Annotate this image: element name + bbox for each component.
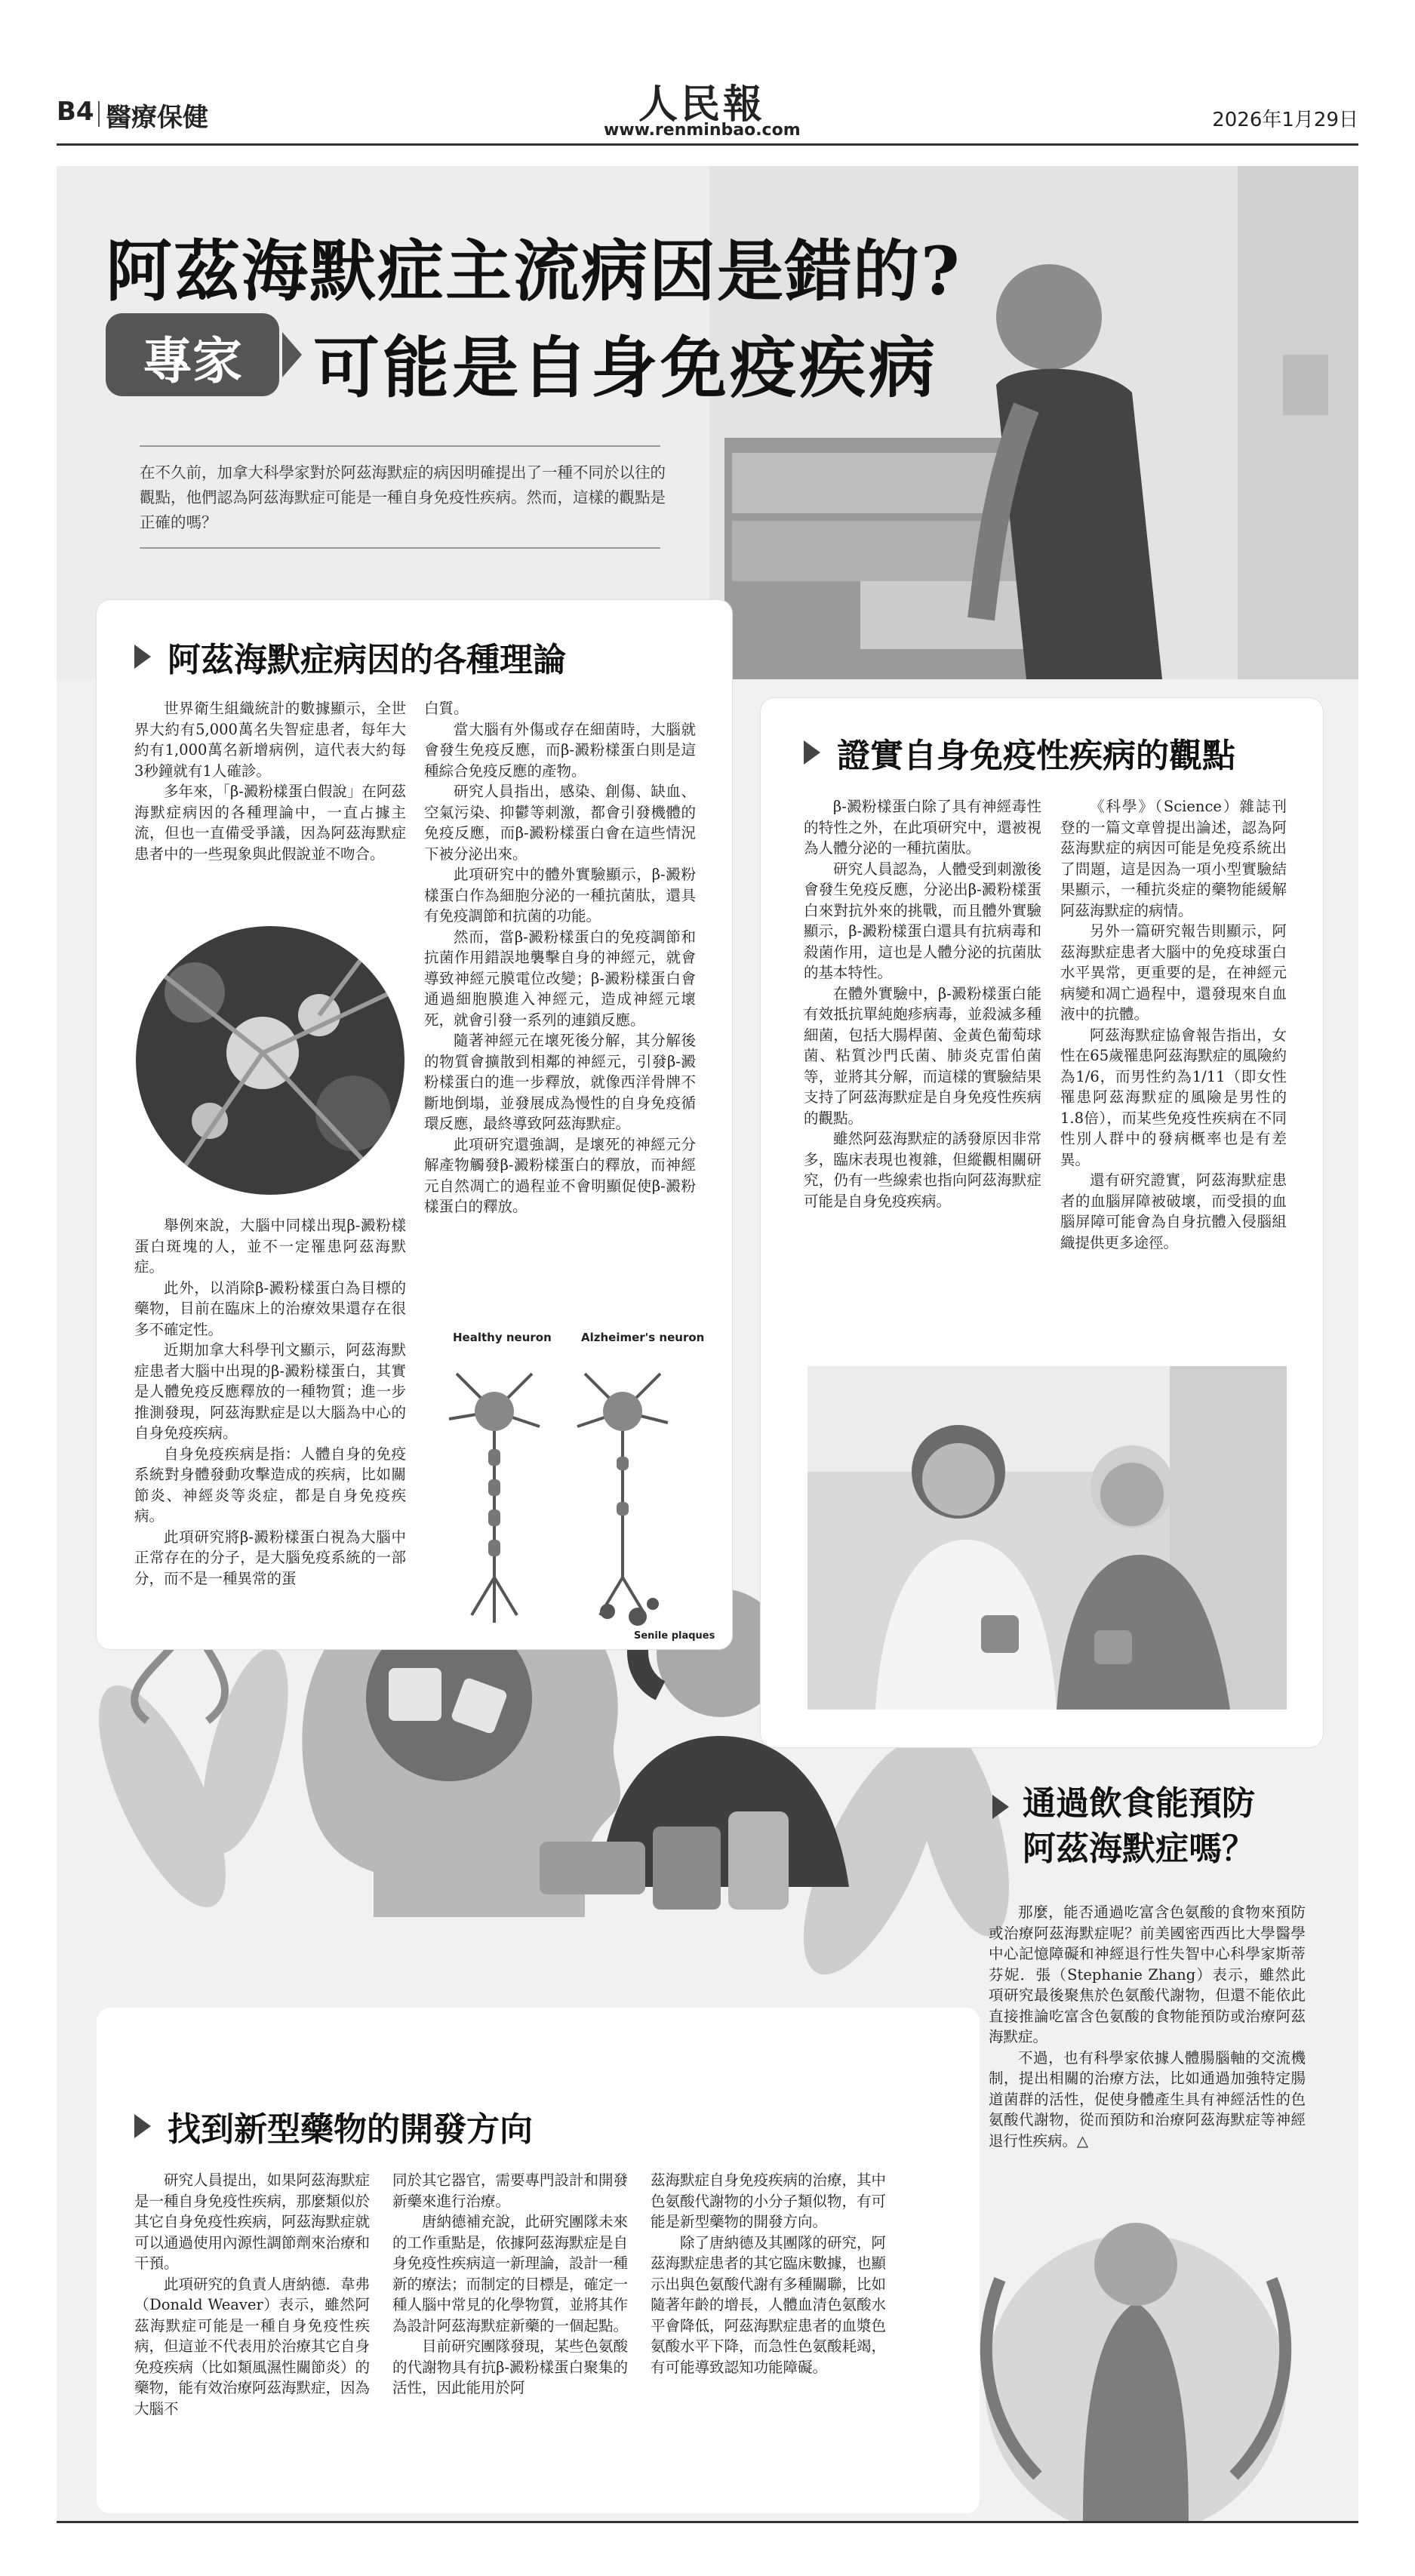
senile-plaques-label: Senile plaques xyxy=(634,1630,715,1642)
section-theories-col1-top xyxy=(134,698,406,864)
headline-main: 阿茲海默症主流病因是錯的? xyxy=(106,232,961,310)
section-autoimmune-col1 xyxy=(804,796,1041,1211)
badge-arrow xyxy=(282,332,302,377)
section-theories-title xyxy=(134,632,566,681)
issue-date: 2026年1月29日 xyxy=(1212,109,1358,131)
section-new-drugs-col2 xyxy=(392,2170,628,2399)
neuron-cells-photo xyxy=(134,925,406,1196)
paragraph: 自身免疫疾病是指：人體自身的免疫系統對身體發動攻擊造成的疾病，比如關節炎、神經炎等炎症，都是自身免疫疾病。 xyxy=(134,1445,406,1525)
paragraph: 研究人員認為，人體受到刺激後會發生免疫反應，分泌出β-澱粉樣蛋白來對抗外來的挑戰，而且體外實驗顯示，β-澱粉樣蛋白還具有抗病毒和殺菌作用，這也是人體分泌的抗菌肽的基本特性。 xyxy=(804,860,1041,981)
section-new-drugs-col3 xyxy=(651,2170,886,2377)
paragraph: 多年來，「β-澱粉樣蛋白假說」在阿茲海默症病因的各種理論中，一直占據主流，但也一直備受爭議，因為阿茲海默症患者中的一些現象與此假說並不吻合。 xyxy=(134,783,406,863)
headline-sub: 可能是自身免疫疾病 xyxy=(313,328,939,407)
paragraph: 此項研究還強調，是壞死的神經元分解產物觸發β-澱粉樣蛋白的釋放，而神經元自然凋亡的過程並不會明顯促使β-澱粉樣蛋白的釋放。 xyxy=(424,1135,696,1215)
page-number: B4 xyxy=(57,97,94,127)
paragraph: 還有研究證實，阿茲海默症患者的血腦屏障被破壞，而受損的血腦屏障可能會為自身抗體入侵腦組織提供更多途徑。 xyxy=(1060,1171,1287,1251)
section-new-drugs-title xyxy=(134,2102,533,2150)
paragraph: 研究人員指出，感染、創傷、缺血、空氣污染、抑鬱等刺激，都會引發機體的免疫反應，而β-澱粉樣蛋白會在這些情況下被分泌出來。 xyxy=(424,783,696,863)
section-diet-body xyxy=(989,1902,1306,2151)
paragraph: 阿茲海默症協會報告指出，女性在65歲罹患阿茲海默症的風險約為1/6，而男性約為1/11（即女性罹患阿茲海默症的風險是男性的1.8倍），而某些免疫性疾病在不同性別人群中的發病概率也是有差異。 xyxy=(1060,1026,1287,1168)
paragraph: 近期加拿大科學刊文顯示，阿茲海默症患者大腦中出現的β-澱粉樣蛋白，其實是人體免疫反應釋放的一種物質；進一步推測發現，阿茲海默症是以大腦為中心的自身免疫疾病。 xyxy=(134,1341,406,1442)
paragraph: 茲海默症自身免疫疾病的治療，其中色氨酸代謝物的小分子類似物，有可能是新型藥物的開發方向。 xyxy=(651,2171,887,2230)
intro-paragraph: 在不久前，加拿大科學家對於阿茲海默症的病因明確提出了一種不同於以往的觀點，他們認為阿茲海默症可能是一種自身免疫性疾病。然而，這樣的觀點是正確的嗎？ xyxy=(140,463,666,531)
caregiver-elderly-woman-photo xyxy=(807,1366,1287,1710)
paragraph: 此項研究中的體外實驗顯示，β-澱粉樣蛋白作為細胞分泌的一種抗菌肽，還具有免疫調節和抗菌的功能。 xyxy=(424,866,696,925)
paragraph: 此外，以消除β-澱粉樣蛋白為目標的藥物，目前在臨床上的治療效果還存在很多不確定性。 xyxy=(134,1279,406,1338)
expert-badge-label: 專家 xyxy=(143,331,242,390)
section-theories-col2 xyxy=(424,698,696,1217)
top-rule xyxy=(57,143,1358,146)
paragraph: 研究人員提出，如果阿茲海默症是一種自身免疫性疾病，那麼類似於其它自身免疫性疾病，阿茲海默症就可以通過使用內源性調節劑來治療和干預。 xyxy=(134,2171,371,2272)
section-new-drugs-title-text: 找到新型藥物的開發方向 xyxy=(168,2110,533,2149)
section-theories-col1-bottom xyxy=(134,1215,406,1589)
section-autoimmune-title xyxy=(804,728,1235,777)
paragraph: 在體外實驗中，β-澱粉樣蛋白能有效抵抗單純皰疹病毒，並殺滅多種細菌，包括大腸桿菌、金黃色葡萄球菌、粘質沙門氏菌、肺炎克雷伯菌等，並將其分解，而這樣的實驗結果支持了阿茲海默症是自身免疫性疾病的觀點。 xyxy=(804,984,1041,1127)
section-theories-title-text: 阿茲海默症病因的各種理論 xyxy=(168,641,566,679)
intro-rule-bottom xyxy=(140,547,660,549)
newspaper-logo: 人民報 xyxy=(638,82,765,128)
paragraph: 此項研究的負責人唐納德．韋弗（Donald Weaver）表示，雖然阿茲海默症可能是一種自身免疫性疾病，但這並不代表用於治療其它自身免疫疾病（比如類風濕性關節炎）的藥物，能有效治療阿茲海默症，因為大腦不 xyxy=(134,2275,371,2418)
alzheimers-neuron-label: Alzheimer's neuron xyxy=(581,1331,705,1344)
paragraph: 然而，當β-澱粉樣蛋白的免疫調節和抗菌作用錯誤地襲擊自身的神經元，就會導致神經元膜電位改變；β-澱粉樣蛋白會通過細胞膜進入神經元，造成神經元壞死，就會引發一系列的連鎖反應。 xyxy=(424,928,696,1029)
section-marker-icon xyxy=(804,740,820,765)
healthy-neuron-label: Healthy neuron xyxy=(453,1331,552,1344)
paragraph: β-澱粉樣蛋白除了具有神經毒性的特性之外，在此項研究中，還被視為人體分泌的一種抗菌肽。 xyxy=(804,798,1041,857)
newspaper-url: www.renminbao.com xyxy=(604,121,801,140)
section-marker-icon xyxy=(134,2114,151,2138)
paragraph: 除了唐納德及其團隊的研究，阿茲海默症患者的其它臨床數據，也顯示出與色氨酸代謝有多種關聯，比如隨著年齡的增長，人體血清色氨酸水平會降低，阿茲海默症患者的血漿色氨酸水平下降，而急性色氨酸耗竭，有可能導致認知功能障礙。 xyxy=(651,2233,887,2376)
paragraph: 雖然阿茲海默症的誘發原因非常多，臨床表現也複雜，但縱觀相關研究，仍有一些線索也指向阿茲海默症可能是自身免疫疾病。 xyxy=(804,1130,1041,1210)
section-marker-icon xyxy=(992,1795,1009,1819)
section-marker-icon xyxy=(134,645,151,669)
paragraph: 隨著神經元在壞死後分解，其分解後的物質會擴散到相鄰的神經元，引發β-澱粉樣蛋白的進一步釋放，就像西洋骨牌不斷地倒塌，並發展成為慢性的自身免疫循環反應，最終導致阿茲海默症。 xyxy=(424,1032,696,1132)
section-diet-title-line2: 阿茲海默症嗎？ xyxy=(1023,1830,1255,1868)
paragraph: 當大腦有外傷或存在細菌時，大腦就會發生免疫反應，而β-澱粉樣蛋白則是這種綜合免疫反應的產物。 xyxy=(424,720,696,780)
paragraph: 舉例來說，大腦中同樣出現β-澱粉樣蛋白斑塊的人，並不一定罹患阿茲海默症。 xyxy=(134,1217,406,1276)
section-new-drugs-col1 xyxy=(134,2170,370,2419)
bottom-rule xyxy=(57,2521,1358,2523)
paragraph: 不過，也有科學家依據人體腸腦軸的交流機制，提出相關的治療方法，比如通過加強特定腸道菌群的活性，促使身體產生具有神經活性的色氨酸代謝物，從而預防和治療阿茲海默症等神經退行性疾病。△ xyxy=(989,2048,1306,2150)
section-diet-title-line1: 通過飲食能預防 xyxy=(1023,1784,1255,1823)
section-autoimmune-title-text: 證實自身免疫性疾病的觀點 xyxy=(837,737,1235,775)
paragraph: 同於其它器官，需要專門設計和開發新藥來進行治療。 xyxy=(392,2171,629,2210)
section-name: 醫療保健 xyxy=(106,103,208,133)
intro-rule-top xyxy=(140,445,660,447)
paragraph: 另外一篇研究報告則顯示，阿茲海默症患者大腦中的免疫球蛋白水平異常，更重要的是，在神經元病變和凋亡過程中，還發現來自血液中的抗體。 xyxy=(1060,922,1287,1023)
section-autoimmune-col2 xyxy=(1060,796,1287,1253)
masthead-separator xyxy=(98,101,100,127)
paragraph: 那麼，能否通過吃富含色氨酸的食物來預防或治療阿茲海默症呢？前美國密西西比大學醫學中心記憶障礙和神經退行性失智中心科學家斯蒂芬妮．張（Stephanie Zhang）表示，雖然此項研究最後聚焦於色氨酸代謝物，但還不能依此直接推論吃富含色氨酸的食物能預防或治療阿茲海默症。 xyxy=(989,1904,1306,2045)
paragraph: 白質。 xyxy=(424,700,469,717)
paragraph: 目前研究團隊發現，某些色氨酸的代謝物具有抗β-澱粉樣蛋白聚集的活性，因此能用於阿 xyxy=(392,2337,629,2396)
paragraph: 唐納德補充說，此研究團隊未來的工作重點是，依據阿茲海默症是自身免疫性疾病這一新理論，設計一種新的療法；而制定的目標是，確定一種人腦中常見的化學物質，並將其作為設計阿茲海默症新藥的一個起點。 xyxy=(392,2213,629,2334)
paragraph: 此項研究將β-澱粉樣蛋白視為大腦中正常存在的分子，是大腦免疫系統的一部分，而不是一種異常的蛋 xyxy=(134,1528,406,1587)
paragraph: 世界衛生組織統計的數據顯示，全世界大約有5,000萬名失智症患者，每年大約有1,000萬名新增病例，這代表大約每3秒鐘就有1人確診。 xyxy=(134,700,406,780)
neuron-diagram xyxy=(426,1351,698,1638)
paragraph: 《科學》（Science）雜誌刊登的一篇文章曾提出論述，認為阿茲海默症的病因可能是免疫系統出了問題，這是因為一項小型實驗結果顯示，一種抗炎症的藥物能緩解阿茲海默症的病情。 xyxy=(1060,798,1287,919)
